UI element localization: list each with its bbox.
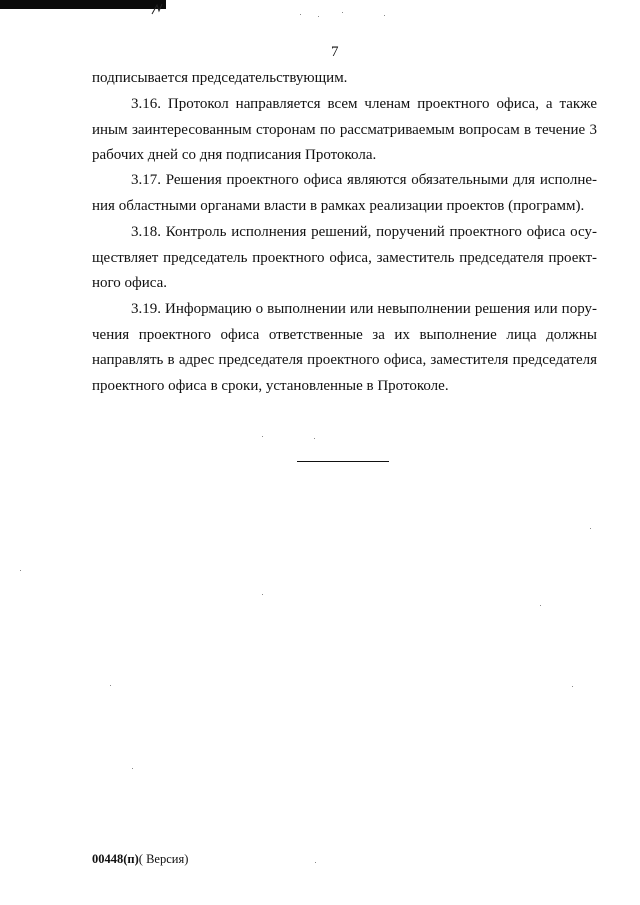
scan-speck (318, 16, 319, 17)
text-line: рабочих дней со дня подписания Протокола. (92, 147, 377, 164)
text-line: чения проектного офиса ответственные за их выполнение лица должны (92, 326, 597, 343)
document-code: 00448(п) (92, 852, 139, 866)
scan-speck (342, 12, 343, 13)
scan-speck (384, 15, 385, 16)
text-line: подписывается председательствующим. (92, 70, 348, 86)
text-line: ного офиса. (92, 275, 168, 292)
scan-artifact-mark (150, 2, 164, 16)
text-line: 3.19. Информацию о выполнении или невыполнении решения или пору- (131, 301, 597, 317)
document-version-label: ( Версия) (138, 852, 189, 866)
scan-artifact-bar (0, 0, 166, 9)
end-of-text-rule (297, 461, 389, 462)
paragraph-3-19 (92, 297, 597, 399)
document-footer (92, 852, 188, 867)
text-line: ществляет председатель проектного офиса, заместитель председателя проект- (92, 249, 597, 266)
text-line: 3.18. Контроль исполнения решений, поручений проектного офиса осу- (131, 224, 597, 240)
paragraph-3-17 (92, 168, 597, 219)
scan-speck (262, 594, 263, 595)
text-line: иным заинтересованным сторонам по рассматриваемым вопросам в течение 3 (92, 121, 597, 138)
paragraph-3-16 (92, 92, 597, 169)
scan-speck (314, 438, 315, 439)
text-line: ния областными органами власти в рамках реализации проектов (программ). (92, 197, 585, 214)
paragraph-continuation (92, 66, 597, 92)
scan-speck (20, 570, 21, 571)
scan-speck (300, 14, 301, 15)
page-number: 7 (331, 44, 339, 60)
text-line: направлять в адрес председателя проектного офиса, заместителя председателя (92, 352, 597, 369)
scan-speck (315, 862, 316, 863)
scan-speck (132, 768, 133, 769)
text-line: 3.16. Протокол направляется всем членам проектного офиса, а также (131, 96, 597, 112)
scan-speck (110, 685, 111, 686)
text-line: проектного офиса в сроки, установленные в Протоколе. (92, 377, 449, 394)
scan-speck (590, 528, 591, 529)
paragraph-3-18 (92, 220, 597, 297)
scan-speck (262, 436, 263, 437)
text-line: 3.17. Решения проектного офиса являются обязательными для исполне- (131, 172, 597, 188)
scan-speck (540, 605, 541, 606)
scan-speck (572, 686, 573, 687)
